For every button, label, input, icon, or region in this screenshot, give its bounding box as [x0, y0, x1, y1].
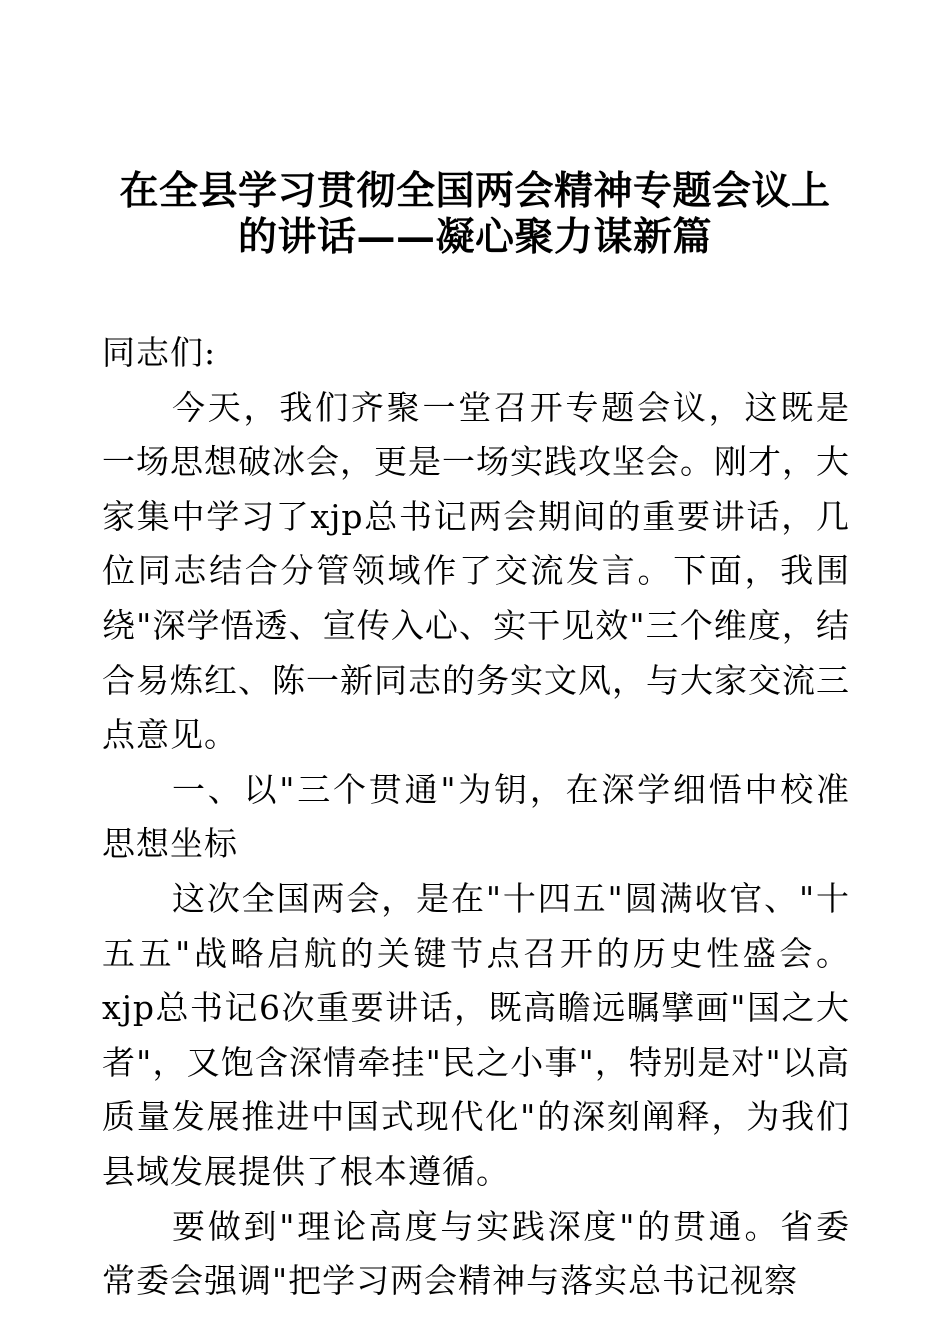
- salutation: 同志们:: [102, 333, 217, 372]
- document-title: [96, 168, 854, 260]
- paragraph-section-1-intro: 这次全国两会，是在"十四五"圆满收官、"十五五"战略启航的关键节点召开的历史性盛会。xjp总书记6次重要讲话，既高瞻远瞩擘画"国之大者"，又饱含深情牵挂"民之小事"，特别是对"以高质量发展推进中国式现代化"的深刻阐释，为我们县域发展提供了根本遵循。: [102, 878, 850, 1191]
- paragraph-intro: 今天，我们齐聚一堂召开专题会议，这既是一场思想破冰会，更是一场实践攻坚会。刚才，大家集中学习了xjp总书记两会期间的重要讲话，几位同志结合分管领域作了交流发言。下面，我围绕"深学悟透、宣传入心、实干见效"三个维度，结合易炼红、陈一新同志的务实文风，与大家交流三点意见。: [102, 387, 850, 755]
- paragraph-section-1-point-1: 要做到"理论高度与实践深度"的贯通。省委常委会强调"把学习两会精神与落实总书记视察: [102, 1206, 850, 1301]
- title-line-2: 的讲话——凝心聚力谋新篇: [237, 214, 712, 260]
- section-heading-1: 一、以"三个贯通"为钥，在深学细悟中校准思想坐标: [102, 769, 850, 864]
- document-body: [102, 326, 850, 1309]
- title-line-1: 在全县学习贯彻全国两会精神专题会议上: [119, 168, 831, 214]
